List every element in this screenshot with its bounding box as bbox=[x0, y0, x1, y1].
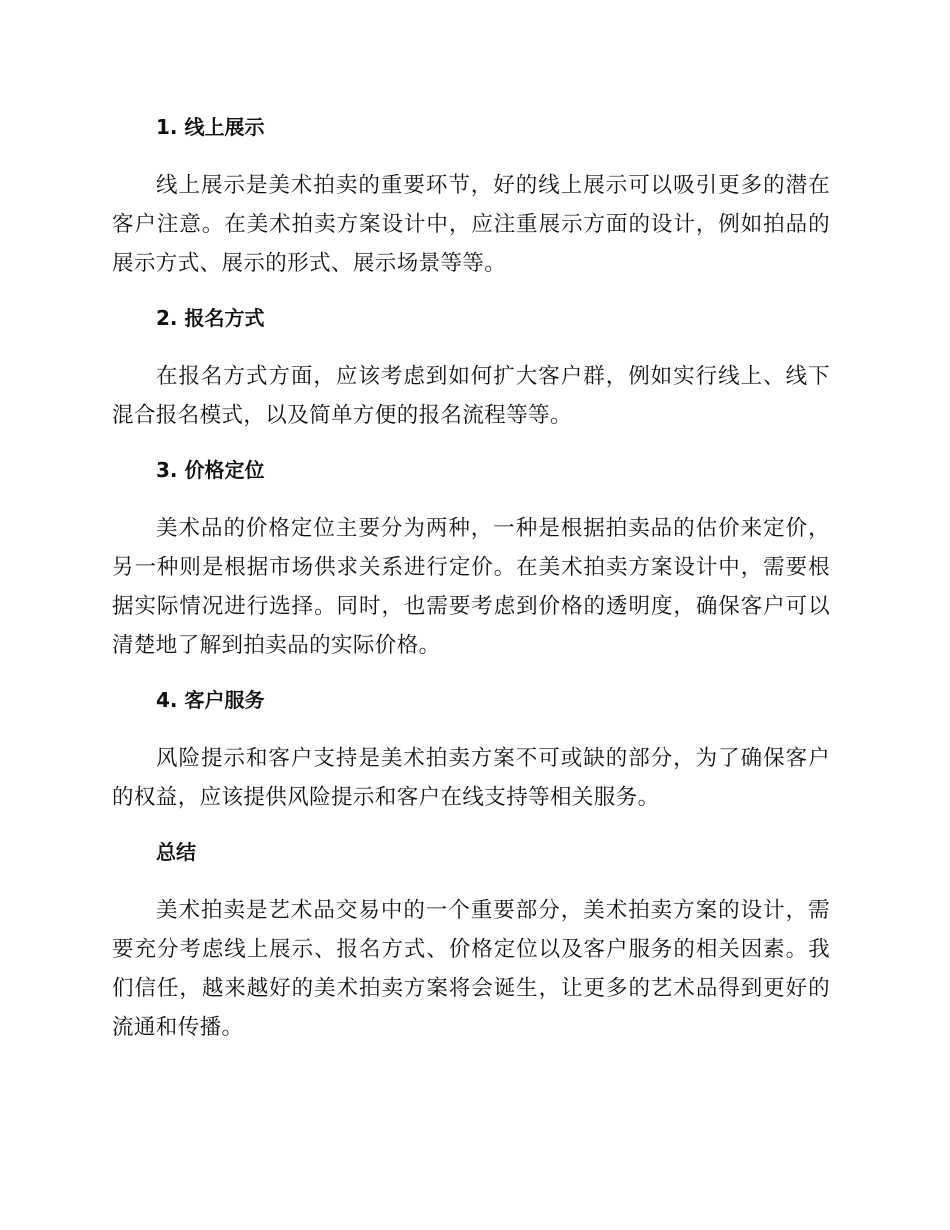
section-heading-pricing: 3. 价格定位 bbox=[156, 458, 265, 482]
section-paragraph-customer-service: 风险提示和客户支持是美术拍卖方案不可或缺的部分，为了确保客户的权益，应该提供风险提示和客户在线支持等相关服务。 bbox=[112, 746, 830, 810]
section-paragraph-registration: 在报名方式方面，应该考虑到如何扩大客户群，例如实行线上、线下混合报名模式，以及简单方便的报名流程等等。 bbox=[112, 364, 830, 428]
section-paragraph-pricing: 美术品的价格定位主要分为两种，一种是根据拍卖品的估价来定价，另一种则是根据市场供求关系进行定价。在美术拍卖方案设计中，需要根据实际情况进行选择。同时，也需要考虑到价格的透明度，确保客户可以清楚地了解到拍卖品的实际价格。 bbox=[112, 516, 830, 658]
section-heading-summary: 总结 bbox=[156, 840, 196, 864]
section-paragraph-summary: 美术拍卖是艺术品交易中的一个重要部分，美术拍卖方案的设计，需要充分考虑线上展示、报名方式、价格定位以及客户服务的相关因素。我们信任，越来越好的美术拍卖方案将会诞生，让更多的艺术品得到更好的流通和传播。 bbox=[112, 898, 830, 1040]
section-paragraph-online-display: 线上展示是美术拍卖的重要环节，好的线上展示可以吸引更多的潜在客户注意。在美术拍卖方案设计中，应注重展示方面的设计，例如拍品的展示方式、展示的形式、展示场景等等。 bbox=[112, 173, 830, 276]
document-body bbox=[112, 108, 830, 1047]
section-heading-online-display: 1. 线上展示 bbox=[156, 115, 265, 139]
section-heading-customer-service: 4. 客户服务 bbox=[156, 688, 265, 712]
section-heading-registration: 2. 报名方式 bbox=[156, 306, 265, 330]
